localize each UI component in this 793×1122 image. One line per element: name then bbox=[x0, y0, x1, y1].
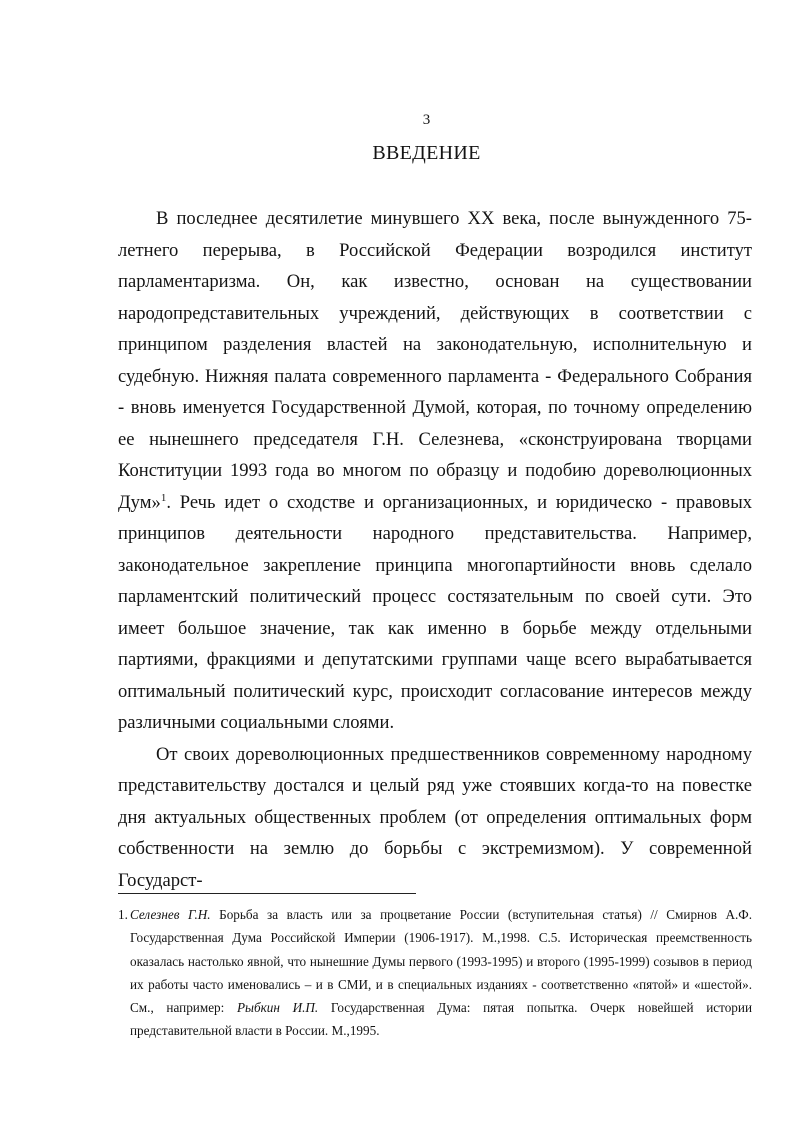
footnote-item bbox=[118, 903, 752, 1043]
paragraph-2: От своих дореволюционных предшественников современному народному представительству достался и целый ряд уже стоявших когда-то на повестке дня актуальных общественных проблем (от определения оптимальных форм собственности на землю до борьбы с экстремизмом). У современной Государст- bbox=[118, 743, 752, 891]
paragraph-1-part-2: . Речь идет о сходстве и организационных, и юридическо - правовых принципов деятельности народного представительства. Например, законодательное закрепление принципа многопартийности вновь сделало парламентский политический процесс состязательным по своей сути. Это имеет большое значение, так как именно в борьбе между отдельными партиями, фракциями и депутатскими группами чаще всего вырабатывается оптимальный политический курс, происходит согласование интересов между различными социальными слоями. bbox=[118, 491, 752, 733]
page-number: 3 bbox=[422, 112, 431, 128]
footnote-author-2: Рыбкин И.П. bbox=[236, 1000, 319, 1016]
footnote-number: 1. bbox=[118, 907, 128, 922]
footnote-author-1: Селезнев Г.Н. bbox=[130, 907, 211, 922]
footnote-text-2: Государственная Дума: пятая попытка. Очерк новейшей истории представительной власти в России. М.,1995. bbox=[130, 1000, 752, 1039]
footnote-reference: 1 bbox=[160, 491, 167, 504]
footnote-section bbox=[118, 903, 752, 1043]
footnote-divider bbox=[118, 893, 416, 894]
footnote-text bbox=[130, 903, 752, 1043]
body-text bbox=[118, 203, 752, 896]
footnote-text-1: Борьба за власть или за процветание России (вступительная статья) // Смирнов А.Ф. Государственная Дума Российской Империи (1906-1917). М.,1998. С.5. Историческая преемственность оказалась настолько явной, что нынешние Думы первого (1993-1995) и второго (1995-1999) созывов в период их работы часто именовались – и в СМИ, и в специальных изданиях - соответственно «пятой» и «шестой». См., например: bbox=[130, 907, 752, 1016]
paragraph-1 bbox=[118, 203, 752, 739]
paragraph-1-part-1: В последнее десятилетие минувшего XX века, после вынужденного 75-летнего перерыва, в Российской Федерации возродился институт парламентаризма. Он, как известно, основан на существовании народопредставительных учреждений, действующих в соответствии с принципом разделения властей на законодательную, исполнительную и судебную. Нижняя палата современного парламента - Федерального Собрания - вновь именуется Государственной Думой, которая, по точному определению ее нынешнего председателя Г.Н. Селезнева, «сконструирована творцами Конституции 1993 года во многом по образцу и подобию дореволюционных Дум» bbox=[118, 208, 752, 513]
page-title: ВВЕДЕНИЕ bbox=[372, 142, 481, 164]
